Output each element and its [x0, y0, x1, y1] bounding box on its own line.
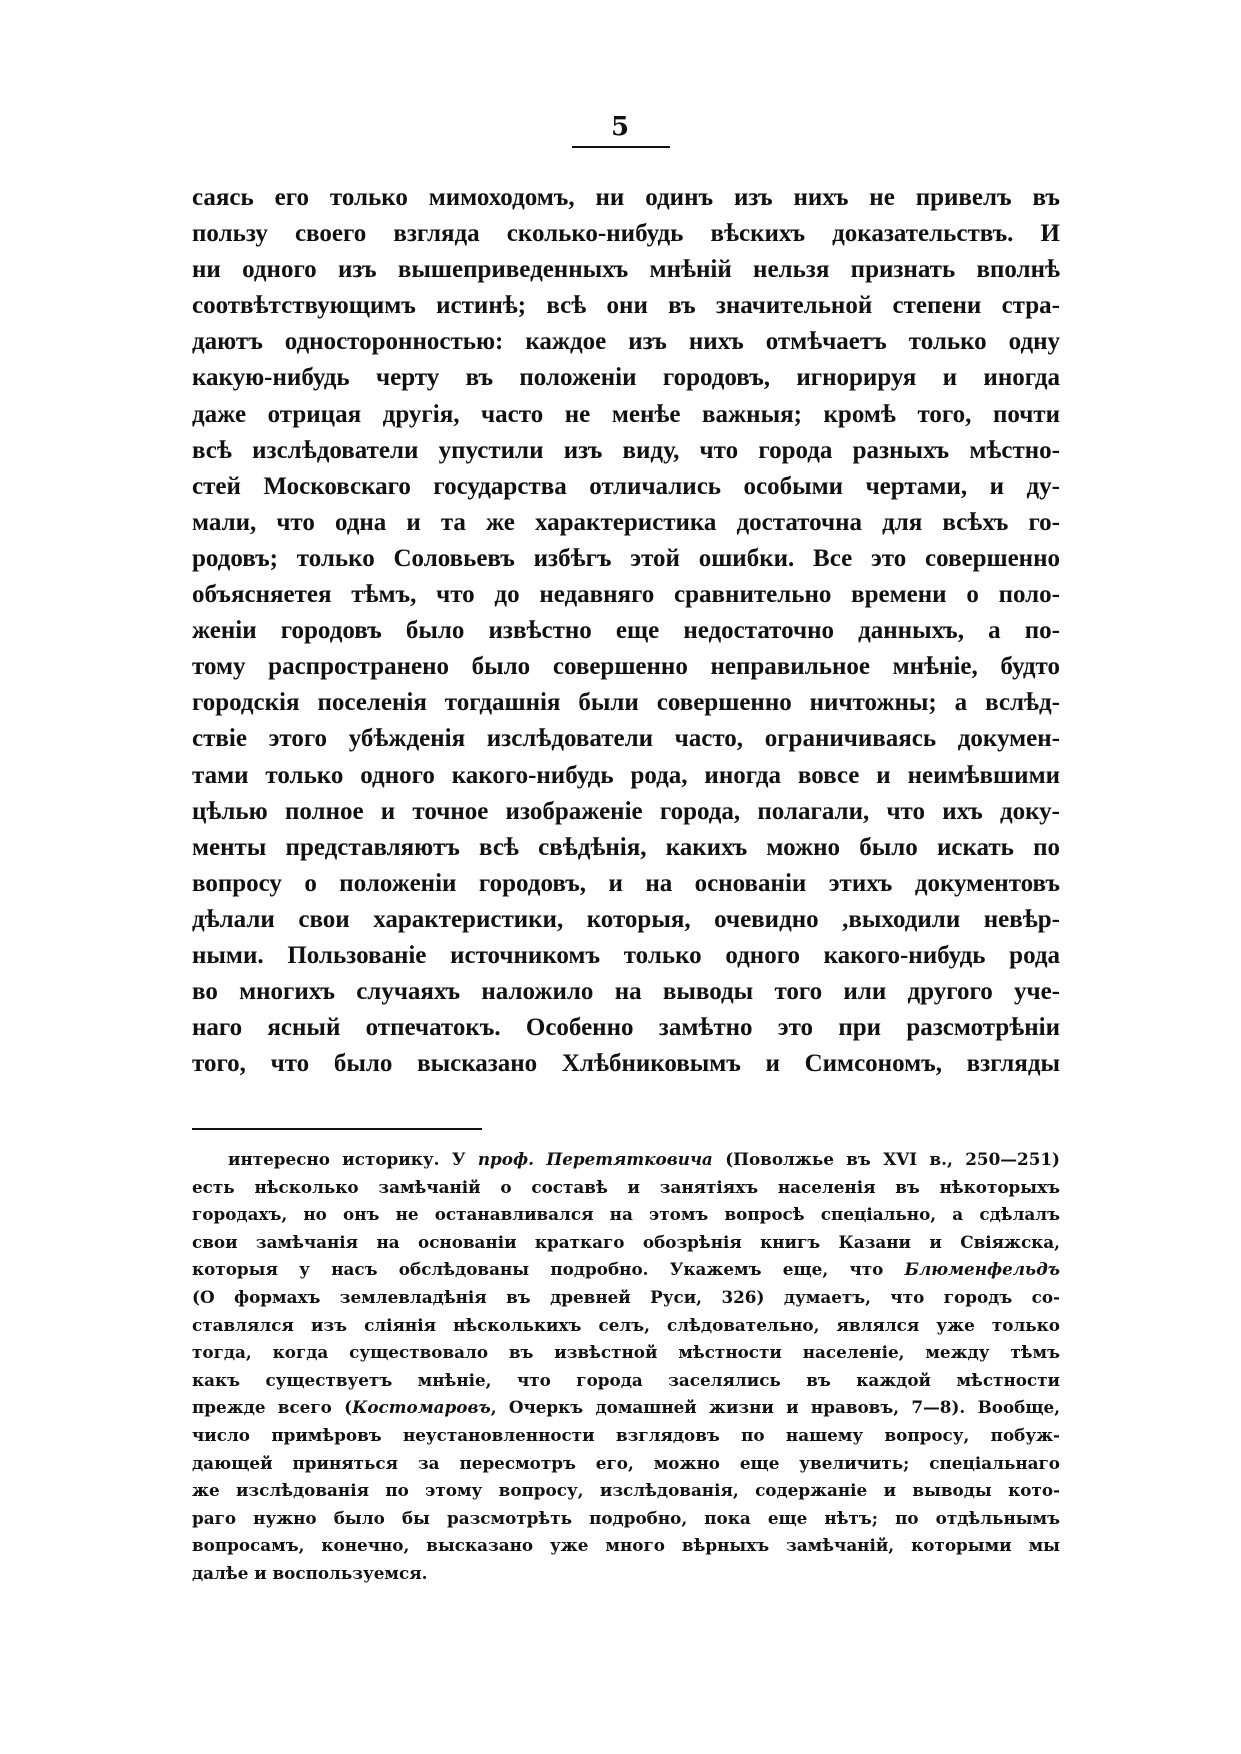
- footnote-line: (О формахъ землевладѣнія въ древней Руси, 326) думаетъ, что городъ со-: [192, 1286, 1060, 1307]
- footnote-line: [192, 1146, 1060, 1174]
- text-line: женіи городовъ было извѣстно еще недостаточно данныхъ, а по-: [192, 617, 1060, 645]
- text-line: ными. Пользованіе источникомъ только одного какого-нибудь рода: [192, 941, 1060, 969]
- footnote-text: интересно историку. У: [228, 1149, 478, 1169]
- text-line: пользу своего взгляда сколько-нибудь вѣскихъ доказательствъ. И: [192, 220, 1060, 248]
- text-line: стей Московскаго государства отличались особыми чертами, и ду-: [192, 472, 1060, 500]
- text-line: менты представляютъ всѣ свѣдѣнія, какихъ можно было искать по: [192, 833, 1060, 861]
- footnote-line: же изслѣдованія по этому вопросу, изслѣдованія, содержаніе и выводы кото-: [192, 1480, 1060, 1501]
- footnote: [192, 1146, 1060, 1588]
- footnote-line: раго нужно было бы разсмотрѣть подробно, пока еще нѣтъ; по отдѣльнымъ: [192, 1507, 1060, 1528]
- footnote-text: прежде всего (: [192, 1397, 353, 1418]
- footnote-line: есть нѣсколько замѣчаній о составѣ и занятіяхъ населенія въ нѣкоторыхъ: [192, 1176, 1060, 1197]
- text-line: какую-нибудь черту въ положеніи городовъ, игнорируя и иногда: [192, 364, 1060, 392]
- footnote-line: городахъ, но онъ не останавливался на этомъ вопросѣ спеціально, а сдѣлалъ: [192, 1204, 1060, 1225]
- text-line: всѣ изслѣдователи упустили изъ виду, что города разныхъ мѣстно-: [192, 436, 1060, 464]
- footnote-line: [192, 1256, 1060, 1284]
- text-line: цѣлью полное и точное изображеніе города, полагали, что ихъ доку-: [192, 797, 1060, 825]
- text-line: даютъ односторонностью: каждое изъ нихъ отмѣчаетъ только одну: [192, 328, 1060, 356]
- text-line: дѣлали свои характеристики, которыя, очевидно ,выходили невѣр-: [192, 905, 1060, 933]
- text-line: городскія поселенія тогдашнія были совершенно ничтожны; а вслѣд-: [192, 689, 1060, 717]
- footnote-line: тогда, когда существовало въ извѣстной мѣстности населеніе, между тѣмъ: [192, 1342, 1060, 1363]
- text-line: тами только одного какого-нибудь рода, иногда вовсе и неимѣвшими: [192, 761, 1060, 789]
- text-line: вопросу о положеніи городовъ, и на основаніи этихъ документовъ: [192, 869, 1060, 897]
- footnote-line: далѣе и воспользуемся.: [192, 1562, 428, 1583]
- footnote-text: , Очеркъ домашней жизни и нравовъ, 7—8). Вообще,: [490, 1397, 1061, 1418]
- footnote-text: (Поволжье въ XVI в., 250—251): [712, 1149, 1060, 1169]
- footnote-line: свои замѣчанія на основаніи краткаго обозрѣнія книгъ Казани и Свіяжска,: [192, 1231, 1060, 1252]
- footnote-separator: [192, 1128, 482, 1130]
- page-number: 5: [610, 112, 630, 142]
- footnote-line: ставлялся изъ сліянія нѣсколькихъ селъ, слѣдовательно, являлся уже только: [192, 1314, 1060, 1335]
- text-line: того, что было высказано Хлѣбниковымъ и Симсономъ, взгляды: [192, 1050, 1060, 1078]
- text-line: тому распространено было совершенно неправильное мнѣніе, будто: [192, 653, 1060, 681]
- footnote-author: проф. Перетятковича: [477, 1149, 713, 1169]
- text-line: наго ясный отпечатокъ. Особенно замѣтно это при разсмотрѣніи: [192, 1014, 1060, 1042]
- footnote-line: дающей приняться за пересмотръ его, можно еще увеличить; спеціальнаго: [192, 1452, 1060, 1473]
- main-text: [192, 180, 1060, 1082]
- footnote-line: какъ существуетъ мнѣніе, что города заселялись въ каждой мѣстности: [192, 1369, 1060, 1390]
- page-number-rule: [572, 146, 670, 148]
- text-line: даже отрицая другія, часто не менѣе важныя; кромѣ того, почти: [192, 400, 1060, 428]
- text-line: ни одного изъ вышеприведенныхъ мнѣній нельзя признать вполнѣ: [192, 256, 1060, 284]
- text-line: объясняетея тѣмъ, что до недавняго сравнительно времени о поло-: [192, 581, 1060, 609]
- text-line: во многихъ случаяхъ наложило на выводы того или другого уче-: [192, 978, 1060, 1006]
- footnote-author: Костомаровъ: [352, 1397, 491, 1418]
- text-line: ствіе этого убѣжденія изслѣдователи часто, ограничиваясь докумен-: [192, 725, 1060, 753]
- text-line: саясь его только мимоходомъ, ни одинъ изъ нихъ не привелъ въ: [192, 184, 1060, 211]
- footnote-line: вопросамъ, конечно, высказано уже много вѣрныхъ замѣчаній, которыми мы: [192, 1535, 1060, 1556]
- text-line: мали, что одна и та же характеристика достаточна для всѣхъ го-: [192, 508, 1060, 536]
- text-line: родовъ; только Соловьевъ избѣгъ этой ошибки. Все это совершенно: [192, 544, 1060, 572]
- footnote-line: [192, 1394, 1060, 1422]
- footnote-line: число примѣровъ неустановленности взглядовъ по нашему вопросу, побуж-: [192, 1424, 1060, 1445]
- footnote-author: Блюменфельдъ: [904, 1259, 1060, 1280]
- footnote-text: которыя у насъ обслѣдованы подробно. Укажемъ еще, что: [192, 1259, 905, 1280]
- text-line: соотвѣтствующимъ истинѣ; всѣ они въ значительной степени стра-: [192, 292, 1060, 320]
